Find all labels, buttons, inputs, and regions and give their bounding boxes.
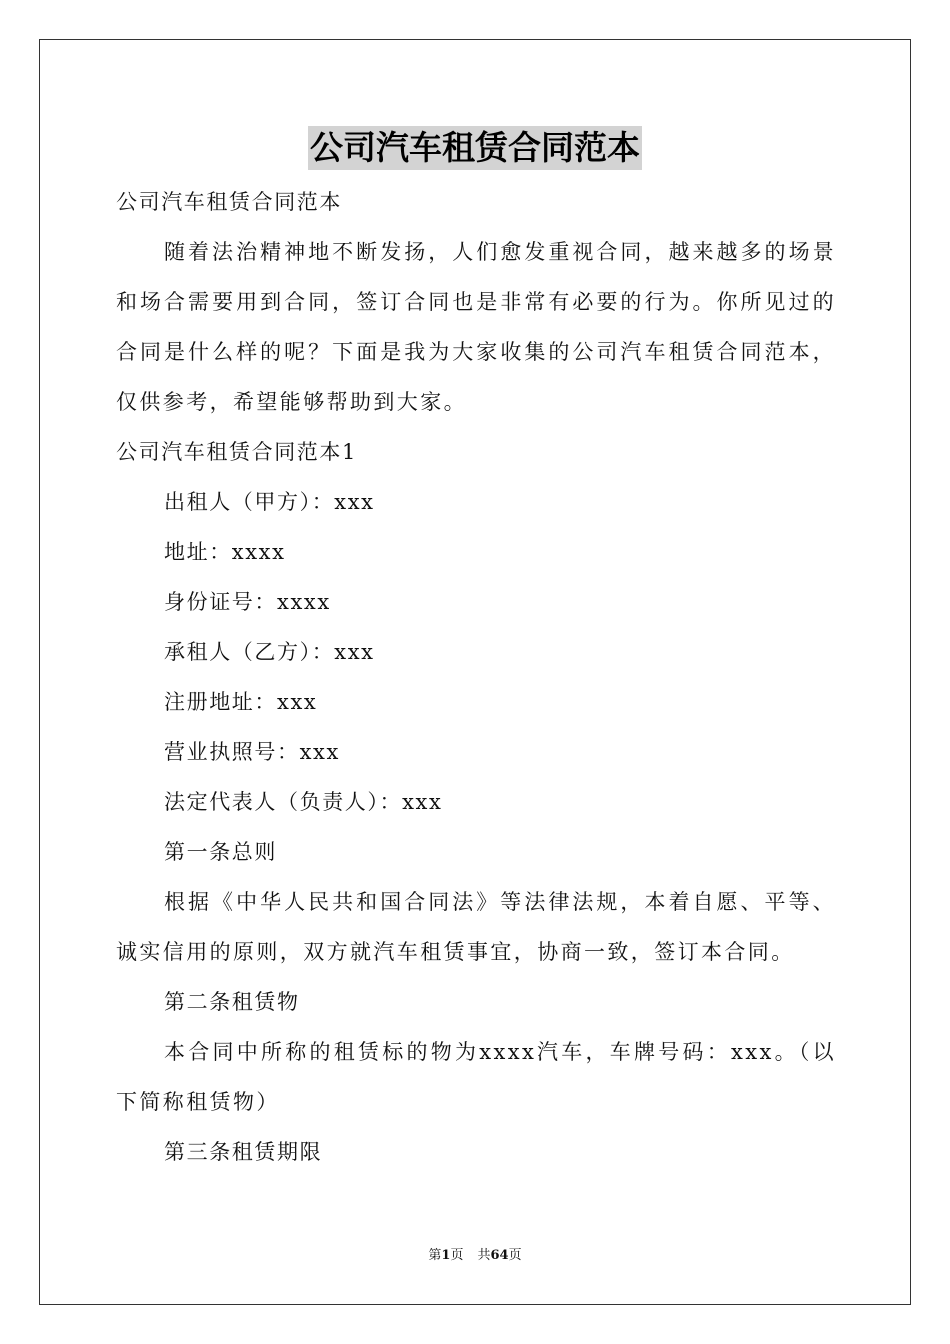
total-prefix: 共 (477, 1248, 491, 1263)
address-line: 地址：xxxx (164, 540, 286, 564)
article-3-title: 第三条租赁期限 (164, 1140, 323, 1164)
lessee-line: 承租人（乙方）：xxx (164, 640, 375, 664)
registered-address-line: 注册地址：xxx (164, 690, 318, 714)
total-suffix: 页 (508, 1248, 522, 1263)
intro-paragraph: 随着法治精神地不断发扬，人们愈发重视合同，越来越多的场景和场合需要用到合同，签订合同也是非常有必要的行为。你所见过的合同是什么样的呢？下面是我为大家收集的公司汽车租赁合同范本，仅供参考，希望能够帮助到大家。 (116, 240, 836, 414)
document-body (116, 177, 836, 1177)
title-container (0, 126, 950, 170)
article-1-paragraph: 根据《中华人民共和国合同法》等法律法规，本着自愿、平等、诚实信用的原则，双方就汽车租赁事宜，协商一致，签订本合同。 (116, 890, 836, 964)
page-number: 1 (441, 1248, 451, 1263)
id-number-line: 身份证号：xxxx (164, 590, 331, 614)
business-license-line: 营业执照号：xxx (164, 740, 340, 764)
section-heading: 公司汽车租赁合同范本1 (116, 440, 357, 464)
total-pages: 64 (490, 1248, 509, 1263)
article-2-paragraph: 本合同中所称的租赁标的物为xxxx汽车，车牌号码：xxx。（以下简称租赁物） (116, 1040, 836, 1114)
page-prefix: 第 (428, 1248, 442, 1263)
article-1-title: 第一条总则 (164, 840, 277, 864)
article-2-title: 第二条租赁物 (164, 990, 300, 1014)
document-subtitle: 公司汽车租赁合同范本 (116, 190, 342, 214)
lessor-line: 出租人（甲方）：xxx (164, 490, 375, 514)
page-footer (0, 1247, 950, 1265)
legal-representative-line: 法定代表人（负责人）：xxx (164, 790, 443, 814)
document-title: 公司汽车租赁合同范本 (308, 126, 642, 170)
page-suffix: 页 (450, 1248, 464, 1263)
